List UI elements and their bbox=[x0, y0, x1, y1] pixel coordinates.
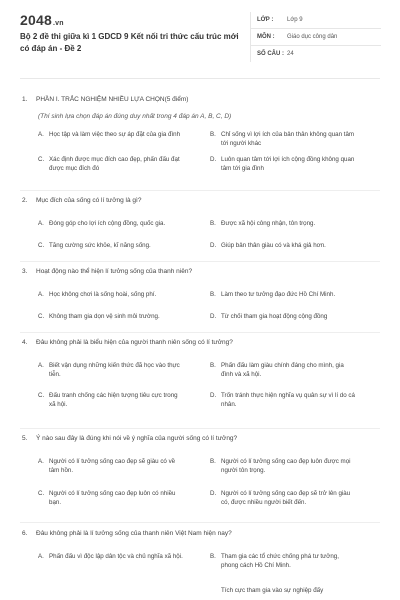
option-label: C. bbox=[38, 156, 45, 163]
meta-value: Lớp 9 bbox=[287, 17, 303, 23]
option-label: A. bbox=[38, 458, 44, 465]
question-number: 1. bbox=[22, 96, 28, 103]
meta-key: SỐ CÂU : bbox=[257, 51, 284, 57]
option-text: Người có lí tưởng sống cao đẹp luôn có nhiều bạn. bbox=[49, 490, 176, 506]
page-header bbox=[0, 0, 400, 72]
question-text: Đâu không phải là biểu hiện của người thanh niên sống có lí tưởng? bbox=[36, 339, 233, 346]
meta-row-subject bbox=[251, 29, 381, 46]
meta-row-count bbox=[251, 46, 381, 62]
meta-key: LỚP : bbox=[257, 17, 274, 23]
option-label: C. bbox=[38, 242, 45, 249]
question-4 bbox=[20, 339, 380, 419]
question-divider bbox=[20, 261, 380, 262]
question-5 bbox=[20, 435, 380, 517]
option-text: Người có lí tưởng sống cao đẹp sẽ giàu có về tâm hồn. bbox=[49, 458, 176, 474]
option-text: Người có lí tưởng sống cao đẹp luôn được mọi người tôn trọng. bbox=[221, 458, 351, 474]
question-number: 4. bbox=[22, 339, 28, 346]
option-text: Chỉ sống vì lợi ích của bản thân không quan tâm tới người khác bbox=[221, 131, 355, 147]
meta-key: MÔN : bbox=[257, 34, 275, 40]
option-label: B. bbox=[210, 220, 216, 227]
meta-value: 24 bbox=[287, 51, 294, 57]
question-number: 2. bbox=[22, 197, 28, 204]
option-text: Làm theo tư tưởng đạo đức Hồ Chí Minh. bbox=[221, 291, 336, 298]
option-text: Trốn tránh thực hiện nghĩa vụ quân sự vì lí do cá nhân. bbox=[221, 392, 355, 408]
option-label: D. bbox=[210, 313, 217, 320]
option-label: C. bbox=[38, 392, 45, 399]
logo-text: 2048 bbox=[20, 12, 52, 28]
question-6 bbox=[20, 530, 380, 600]
header-divider bbox=[20, 78, 380, 79]
option-text: Tích cực tham gia vào sự nghiệp đấy bbox=[221, 587, 324, 594]
option-text: Phấn đấu làm giàu chính đáng cho mình, gia đình và xã hội. bbox=[221, 362, 344, 378]
option-label: D. bbox=[210, 242, 217, 249]
option-text: Không tham gia dọn vệ sinh môi trường. bbox=[49, 313, 160, 320]
option-label: B. bbox=[210, 458, 216, 465]
option-text: Từ chối tham gia hoạt động cộng đồng bbox=[221, 313, 328, 320]
question-text: Hoạt động nào thể hiện lí tưởng sống của thanh niên? bbox=[36, 268, 193, 275]
question-2 bbox=[20, 197, 380, 257]
meta-row-class bbox=[251, 12, 381, 29]
option-text: Được xã hội công nhận, tôn trọng. bbox=[221, 220, 316, 227]
site-logo[interactable] bbox=[20, 12, 64, 28]
question-text: PHẦN I. TRẮC NGHIỆM NHIỀU LỰA CHỌN(5 điểm) bbox=[36, 96, 189, 103]
option-label: A. bbox=[38, 362, 44, 369]
question-divider bbox=[20, 332, 380, 333]
question-text: Mục đích của sống có lí tưởng là gì? bbox=[36, 197, 142, 204]
logo-suffix: .vn bbox=[52, 20, 64, 27]
question-instruction: (Thí sinh lựa chọn đáp án đúng duy nhất trong 4 đáp án A, B, C, D) bbox=[38, 113, 232, 120]
question-text: Ý nào sau đây là đúng khi nói về ý nghĩa của người sống có lí tưởng? bbox=[36, 435, 238, 442]
document-meta bbox=[250, 12, 381, 62]
option-label: A. bbox=[38, 220, 44, 227]
option-text: Người có lí tưởng sống cao đẹp sẽ trở lên giàu có, được nhiều người biết đến. bbox=[221, 490, 351, 506]
option-label: C. bbox=[38, 313, 45, 320]
option-text: Đấu tranh chống các hiện tượng tiêu cực trong xã hội. bbox=[49, 392, 178, 408]
option-label: C. bbox=[38, 490, 45, 497]
question-1 bbox=[20, 96, 380, 186]
question-divider bbox=[20, 190, 380, 191]
option-label: D. bbox=[210, 392, 217, 399]
option-label: A. bbox=[38, 131, 44, 138]
question-text: Đâu không phải là lí tưởng sống của thanh niên Việt Nam hiện nay? bbox=[36, 530, 232, 537]
option-label: D. bbox=[210, 156, 217, 163]
option-label: A. bbox=[38, 291, 44, 298]
question-number: 3. bbox=[22, 268, 28, 275]
question-3 bbox=[20, 268, 380, 328]
option-text: Học không chơi là sống hoài, sống phí. bbox=[49, 291, 157, 298]
question-number: 6. bbox=[22, 530, 28, 537]
option-label: A. bbox=[38, 553, 44, 560]
document-title: Bộ 2 đề thi giữa kì 1 GDCD 9 Kết nối tri thức cấu trúc mới có đáp án - Đề 2 bbox=[20, 32, 239, 53]
option-text: Luôn quan tâm tới lợi ích cộng đồng không quan tâm tới gia đình bbox=[221, 156, 355, 172]
option-text: Đóng góp cho lợi ích cộng đồng, quốc gia. bbox=[49, 220, 166, 227]
question-number: 5. bbox=[22, 435, 28, 442]
option-text: Tham gia các tổ chức chống phá tư tưởng, phong cách Hồ Chí Minh. bbox=[221, 553, 339, 569]
option-label: B. bbox=[210, 553, 216, 560]
option-text: Tăng cường sức khỏe, kĩ năng sống. bbox=[49, 242, 151, 249]
option-text: Biết vận dụng những kiến thức đã học vào thực tiễn. bbox=[49, 362, 180, 378]
option-text: Giúp bản thân giàu có và khá giả hơn. bbox=[221, 242, 326, 249]
meta-value: Giáo dục công dân bbox=[287, 34, 338, 40]
option-text: Xác định được mục đích cao đẹp, phấn đấu đạt được mục đích đó bbox=[49, 156, 180, 172]
option-label: B. bbox=[210, 362, 216, 369]
option-label: B. bbox=[210, 131, 216, 138]
option-text: Học tập và làm việc theo sự áp đặt của gia đình bbox=[49, 131, 181, 138]
option-text: Phấn đấu vì độc lập dân tộc và chủ nghĩa xã hội. bbox=[49, 553, 183, 560]
question-divider bbox=[20, 522, 380, 523]
question-divider bbox=[20, 428, 380, 429]
option-label: D. bbox=[210, 490, 217, 497]
option-label: B. bbox=[210, 291, 216, 298]
